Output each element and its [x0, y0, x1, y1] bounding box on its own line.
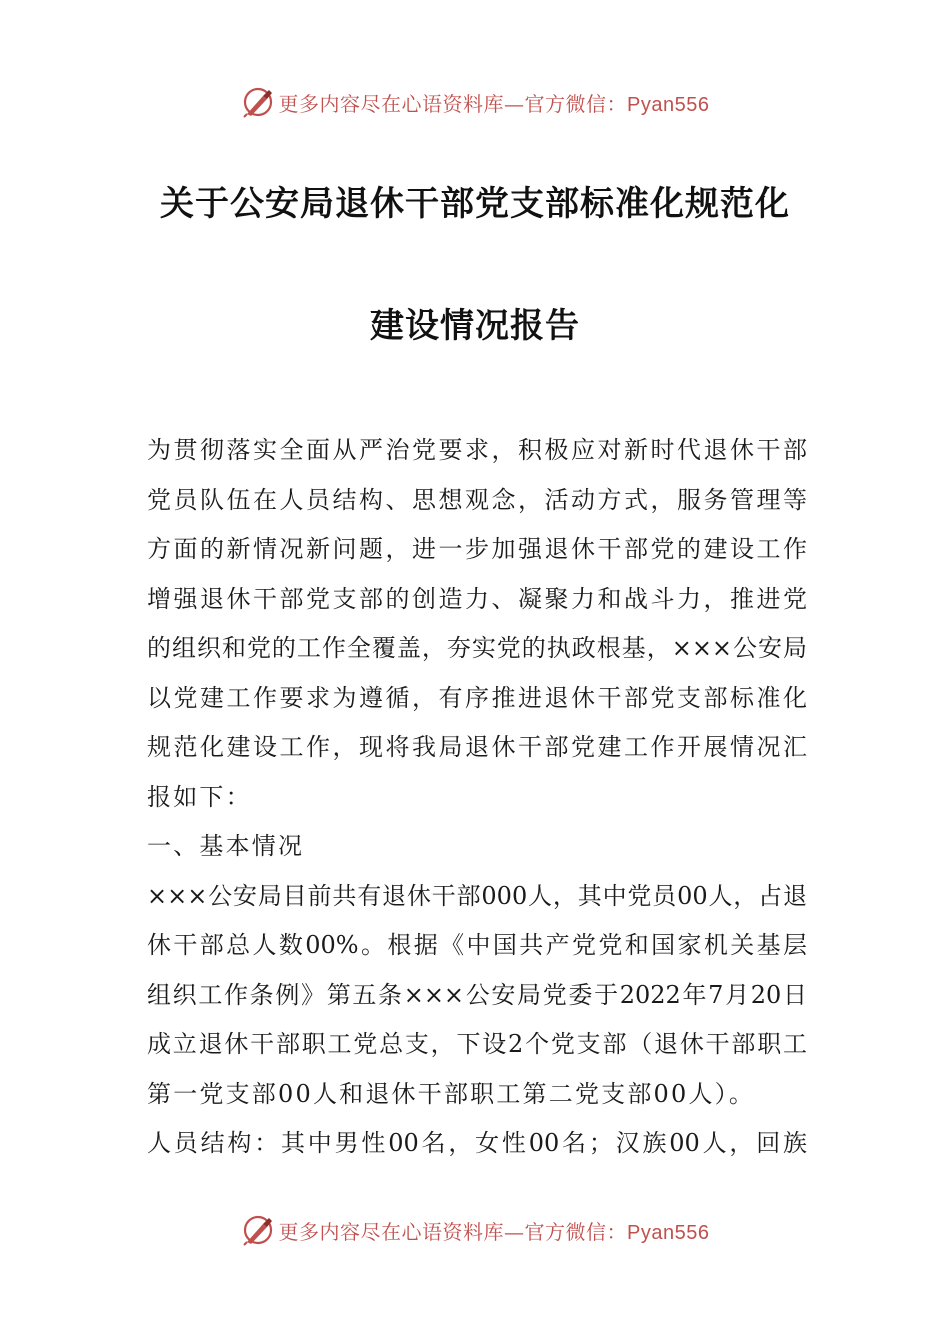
- watermark-bottom: [0, 1210, 950, 1250]
- body-line: 党员队伍在人员结构、思想观念，活动方式，服务管理等: [147, 485, 807, 514]
- document-title-line-2: 建设情况报告: [370, 306, 580, 346]
- document-title-line-1: 关于公安局退休干部党支部标准化规范化: [160, 184, 790, 224]
- watermark-text: 更多内容尽在心语资料库—官方微信：Pyan556: [278, 91, 710, 116]
- body-line: 第一党支部00人和退休干部职工第二党支部00人）。: [147, 1079, 756, 1108]
- body-line: 成立退休干部职工党总支，下设2个党支部（退休干部职工: [147, 1030, 807, 1058]
- body-line: 方面的新情况新问题，进一步加强退休干部党的建设工作: [147, 535, 807, 563]
- body-line: 增强退休干部党支部的创造力、凝聚力和战斗力，推进党: [147, 584, 807, 613]
- body-line: 报如下：: [147, 782, 252, 811]
- body-line: 休干部总人数00%。根据《中国共产党党和国家机关基层: [147, 931, 807, 959]
- body-line: 人员结构：其中男性00名，女性00名；汉族00人，回族: [147, 1129, 807, 1157]
- body-line: 以党建工作要求为遵循，有序推进退休干部党支部标准化: [147, 683, 807, 712]
- body-line: ×××公安局目前共有退休干部000人，其中党员00人，占退: [147, 881, 807, 910]
- document-body: [147, 426, 807, 1169]
- body-line: 规范化建设工作，现将我局退休干部党建工作开展情况汇: [147, 733, 807, 761]
- watermark-text: 更多内容尽在心语资料库—官方微信：Pyan556: [278, 1219, 710, 1244]
- body-line: 为贯彻落实全面从严治党要求，积极应对新时代退休干部: [147, 436, 807, 464]
- watermark-top: [0, 82, 950, 122]
- pen-nib-logo-icon: [241, 1213, 275, 1247]
- section-heading: 一、基本情况: [147, 832, 305, 860]
- body-line: 的组织和党的工作全覆盖，夯实党的执政根基，×××公安局: [147, 634, 807, 662]
- body-line: 组织工作条例》第五条×××公安局党委于2022年7月20日: [147, 980, 807, 1009]
- pen-nib-logo-icon: [241, 85, 275, 119]
